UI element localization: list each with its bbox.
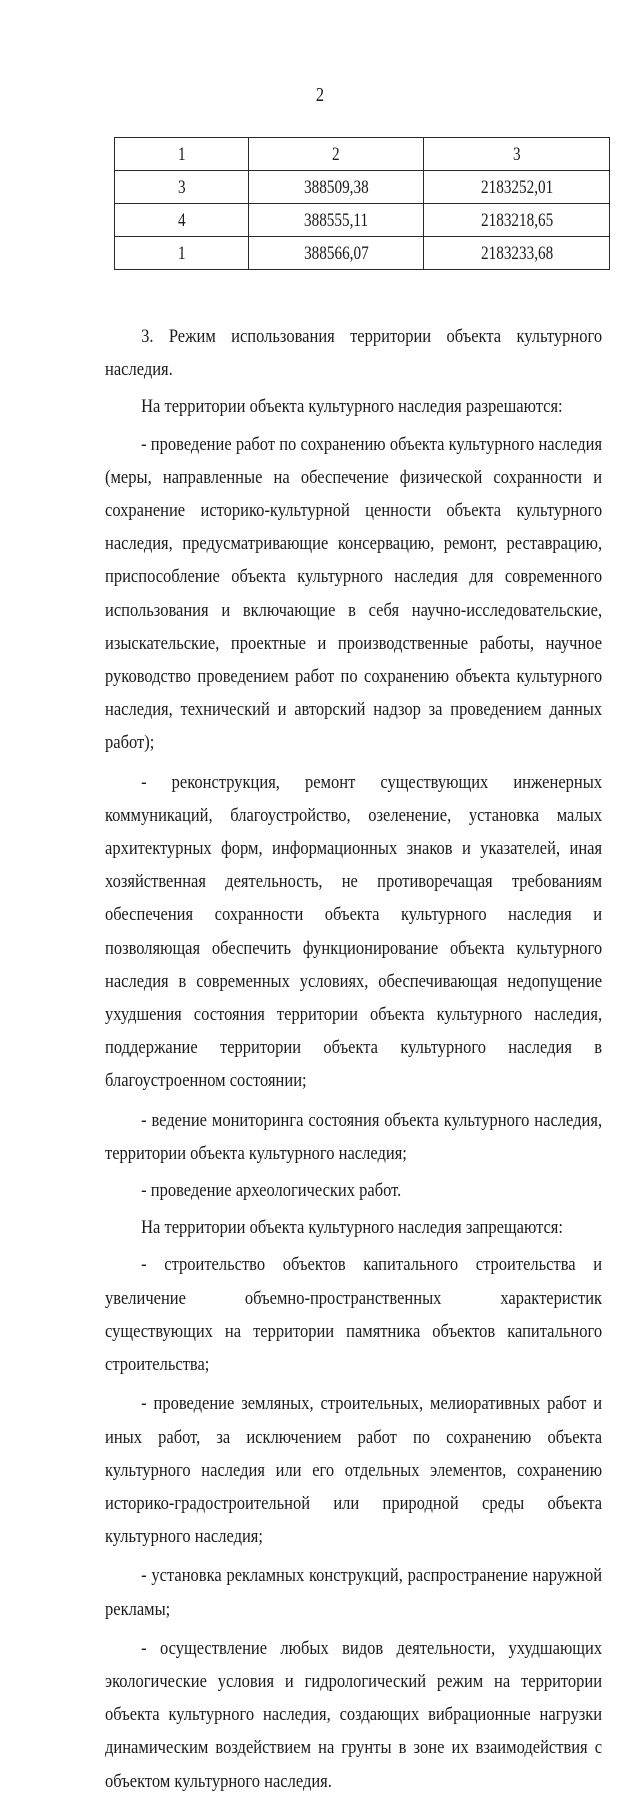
page-number: 2 (315, 84, 325, 106)
permitted-item: - проведение работ по сохранению объекта культурного наследия (меры, направленные на обеспечение физической сохранности и сохранение историко-культурной ценности объекта культурного наследия, предусматривающие консервацию, ремонт, реставрацию, приспособление объекта культурного наследия для современного использования и включающие в себя научно-исследовательские, изыскательские, проектные и производственные работы, научное руководство проведением работ по сохранению объекта культурного наследия, технический и авторский надзор за проведением данных работ); (105, 433, 603, 754)
table-row (115, 171, 610, 204)
table-cell: 2183218,65 (424, 204, 610, 237)
table-cell: 1 (115, 138, 249, 171)
document-body (105, 320, 602, 1802)
table-cell: 2 (248, 138, 424, 171)
coordinates-table (114, 137, 610, 270)
prohibited-item: - проведение земляных, строительных, мелиоративных работ и иных работ, за исключением работ по сохранению объекта культурного наследия или его отдельных элементов, сохранению историко-градостроительной или природной среды объекта культурного наследия; (105, 1393, 603, 1548)
permitted-item: - проведение археологических работ. (141, 1180, 402, 1202)
table-cell: 4 (115, 204, 249, 237)
table-header-row (115, 138, 610, 171)
prohibited-item: - установка рекламных конструкций, распространение наружной рекламы; (105, 1565, 603, 1620)
prohibited-item: - осуществление любых видов деятельности, ухудшающих экологические условия и гидрологический режим на территории объекта культурного наследия, создающих вибрационные нагрузки динамическим воздействием на грунты в зоне их взаимодействия с объектом культурного наследия. (105, 1637, 603, 1792)
table-cell: 2183233,68 (424, 237, 610, 270)
table-cell: 388555,11 (248, 204, 424, 237)
table-row (115, 237, 610, 270)
permitted-item: - ведение мониторинга состояния объекта культурного наследия, территории объекта культурного наследия; (105, 1109, 603, 1164)
table-cell: 3 (424, 138, 610, 171)
section-heading: 3. Режим использования территории объекта культурного наследия. (105, 326, 603, 381)
table-row (115, 204, 610, 237)
prohibited-item: - строительство объектов капитального строительства и увеличение объемно-пространственных характеристик существующих на территории памятника объектов капитального строительства; (105, 1254, 603, 1376)
table-cell: 3 (115, 171, 249, 204)
table-cell: 388566,07 (248, 237, 424, 270)
permitted-item: - реконструкция, ремонт существующих инженерных коммуникаций, благоустройство, озеленение, установка малых архитектурных форм, информационных знаков и указателей, иная хозяйственная деятельность, не противоречащая требованиям обеспечения сохранности объекта культурного наследия и позволяющая обеспечить функционирование объекта культурного наследия в современных условиях, обеспечивающая недопущение ухудшения состояния территории объекта культурного наследия, поддержание территории объекта культурного наследия в благоустроенном состоянии; (105, 771, 603, 1092)
table-cell: 388509,38 (248, 171, 424, 204)
table-cell: 1 (115, 237, 249, 270)
paragraph-prohibited-intro: На территории объекта культурного наследия запрещаются: (141, 1217, 563, 1239)
paragraph-permitted-intro: На территории объекта культурного наследия разрешаются: (141, 396, 563, 418)
table-cell: 2183252,01 (424, 171, 610, 204)
